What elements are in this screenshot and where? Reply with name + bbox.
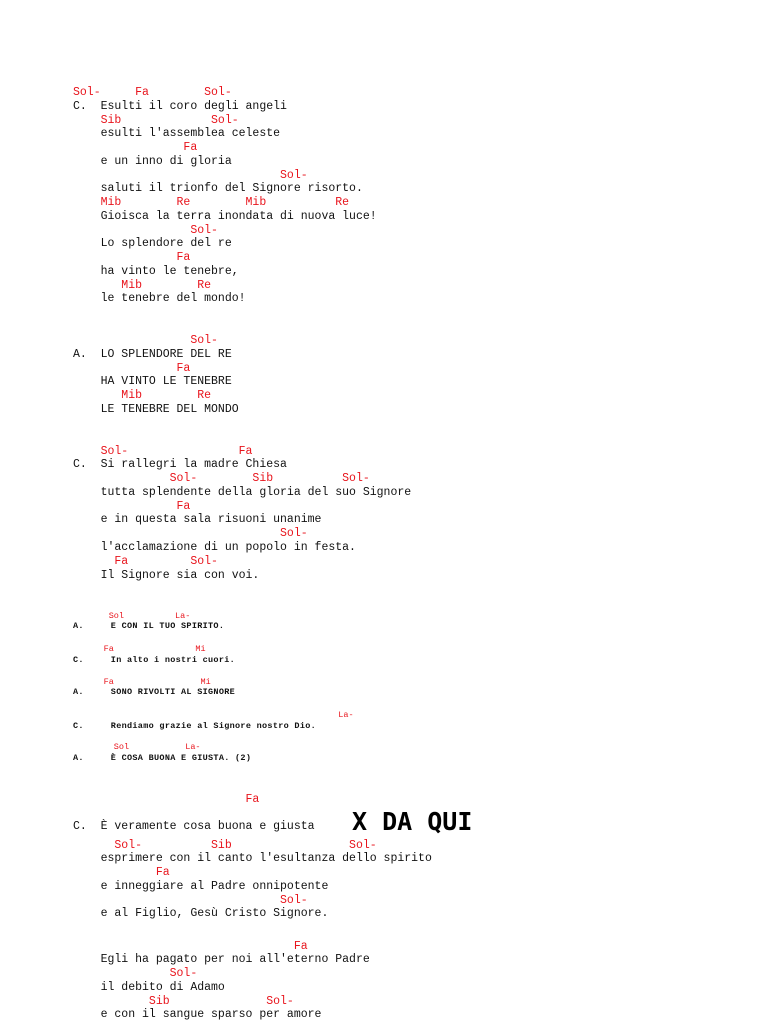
lyric-line: Egli ha pagato per noi all'eterno Padre <box>73 953 370 966</box>
chord-line: Fa Sol- <box>73 555 218 568</box>
lyric-line: C. Si rallegri la madre Chiesa <box>73 458 287 471</box>
lyric-line: Gioisca la terra inondata di nuova luce! <box>73 210 377 223</box>
lyric-line: e con il sangue sparso per amore <box>73 1008 322 1021</box>
chord-line: La- <box>73 710 354 720</box>
lyric-line: A. SONO RIVOLTI AL SIGNORE <box>73 687 236 697</box>
chord-line: Fa <box>73 362 191 375</box>
lyric-line: esprimere con il canto l'esultanza dello spirito <box>73 852 432 865</box>
chord-line: Sol La- <box>73 742 201 752</box>
lyric-line: HA VINTO LE TENEBRE <box>73 375 232 388</box>
lyric-line: e inneggiare al Padre onnipotente <box>73 880 329 893</box>
chord-line: Fa <box>73 793 260 806</box>
lyric-line: e in questa sala risuoni unanime <box>73 513 322 526</box>
lyric-line: A. E CON IL TUO SPIRITO. <box>73 621 225 631</box>
annotation-x-da-qui: X DA QUI <box>352 807 473 836</box>
chord-line: Mib Re <box>73 389 212 402</box>
chord-line: Sib Sol- <box>73 995 294 1008</box>
chord-line: Mib Re <box>73 279 212 292</box>
lyric-line: ha vinto le tenebre, <box>73 265 239 278</box>
lyric-line: esulti l'assemblea celeste <box>73 127 281 140</box>
chord-line: Sol- Fa Sol- <box>73 86 232 99</box>
chord-line: Fa <box>73 141 198 154</box>
chord-line: Fa <box>73 866 170 879</box>
chord-line: Fa <box>73 940 308 953</box>
lyric-line: LE TENEBRE DEL MONDO <box>73 403 239 416</box>
chord-line: Sol- <box>73 334 218 347</box>
lyric-line: C. Rendiamo grazie al Signore nostro Dio. <box>73 721 317 731</box>
lyric-line: l'acclamazione di un popolo in festa. <box>73 541 356 554</box>
lyric-line: C. È veramente cosa buona e giusta <box>73 820 315 833</box>
chord-line: Sol- <box>73 169 308 182</box>
lyric-line: il debito di Adamo <box>73 981 225 994</box>
chord-line: Sol- <box>73 894 308 907</box>
lyric-line: C. In alto i nostri cuori. <box>73 655 236 665</box>
chord-line: Sol- <box>73 224 218 237</box>
chord-line: Sol La- <box>73 611 191 621</box>
chord-line: Sol- Sib Sol- <box>73 472 370 485</box>
lyric-line: A. LO SPLENDORE DEL RE <box>73 348 232 361</box>
chord-line: Sol- <box>73 967 198 980</box>
chord-line: Sol- Fa <box>73 445 253 458</box>
chord-line: Fa <box>73 251 191 264</box>
lyric-line: e un inno di gloria <box>73 155 232 168</box>
lyric-line: saluti il trionfo del Signore risorto. <box>73 182 363 195</box>
chord-line: Fa <box>73 500 191 513</box>
chord-line: Fa Mi <box>73 677 211 687</box>
chord-line: Sol- <box>73 527 308 540</box>
chord-line: Sol- Sib Sol- <box>73 839 377 852</box>
chord-line: Mib Re Mib Re <box>73 196 350 209</box>
lyric-line: le tenebre del mondo! <box>73 292 246 305</box>
lyric-line: C. Esulti il coro degli angeli <box>73 100 287 113</box>
chord-line: Sib Sol- <box>73 114 239 127</box>
lyric-line: A. È COSA BUONA E GIUSTA. (2) <box>73 753 252 763</box>
lyric-line: tutta splendente della gloria del suo Signore <box>73 486 412 499</box>
lyric-line: e al Figlio, Gesù Cristo Signore. <box>73 907 329 920</box>
lyric-line: Il Signore sia con voi. <box>73 569 260 582</box>
chord-line: Fa Mi <box>73 644 206 654</box>
lyric-line: Lo splendore del re <box>73 237 232 250</box>
